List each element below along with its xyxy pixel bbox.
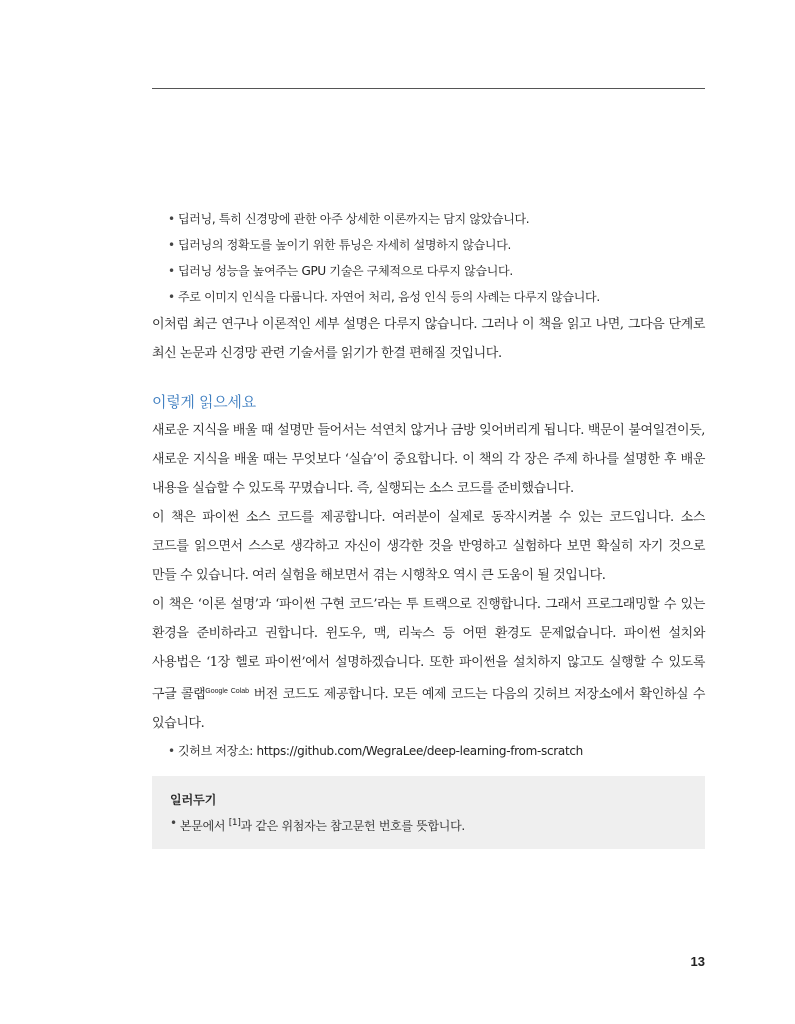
note-box: [152, 776, 705, 849]
header-rule: [152, 88, 705, 89]
list-item: [168, 258, 705, 284]
superscript-annotation: Google Colab: [205, 688, 249, 695]
github-repo-item[interactable]: [168, 738, 705, 764]
note-text: 본문에서: [180, 819, 229, 833]
github-bullet-list: [152, 738, 705, 764]
list-item-text: 주로 이미지 인식을 다룹니다. 자연어 처리, 음성 인식 등의 사례는 다루지 않습니다.: [178, 290, 600, 304]
bullet-icon: •: [168, 290, 175, 304]
bullet-icon: •: [168, 212, 175, 226]
page-content: [152, 206, 705, 849]
scope-bullet-list: [152, 206, 705, 310]
list-item: [168, 284, 705, 310]
note-item: [170, 810, 687, 839]
section-heading: 이렇게 읽으세요: [152, 393, 256, 411]
page-number: 13: [690, 954, 705, 969]
paragraph-text: 이 책은 ‘이론 설명’과 ‘파이썬 구현 코드’라는 투 트랙으로 진행합니다. 그래서 프로그래밍할 수 있는 환경을 준비하라고 권합니다. 윈도우, 맥, 리눅스 등 어떤 환경도 문제없습니다. 파이썬 설치와 사용법은 ‘1장 헬로 파이썬’에서 설명하겠습니다. 또한 파이썬을 설치하지 않고도 실행할 수 있도록 구글 콜랩: [152, 597, 705, 702]
list-item: [168, 206, 705, 232]
bullet-icon: •: [168, 744, 175, 758]
list-item: [168, 232, 705, 258]
body-paragraph-2: 이 책은 파이썬 소스 코드를 제공합니다. 여러분이 실제로 동작시켜볼 수 있는 코드입니다. 소스 코드를 읽으면서 스스로 생각하고 자신이 생각한 것을 반영하고 실험하다 보면 확실히 자기 것으로 만들 수 있습니다. 여러 실험을 해보면서 겪는 시행착오 역시 큰 도움이 될 것입니다.: [152, 510, 705, 583]
bullet-icon: •: [170, 816, 177, 830]
list-item-text: 딥러닝의 정확도를 높이기 위한 튜닝은 자세히 설명하지 않습니다.: [178, 238, 512, 252]
intro-paragraph: 이처럼 최근 연구나 이론적인 세부 설명은 다루지 않습니다. 그러나 이 책을 읽고 나면, 그다음 단계로 최신 논문과 신경망 관련 기술서를 읽기가 한결 편해질 것입니다.: [152, 317, 705, 361]
list-item-text: 딥러닝 성능을 높여주는 GPU 기술은 구체적으로 다루지 않습니다.: [178, 264, 513, 278]
bullet-icon: •: [168, 238, 175, 252]
note-title: 일러두기: [170, 793, 217, 807]
body-paragraph-3: [152, 590, 705, 738]
body-paragraph-1: 새로운 지식을 배울 때 설명만 들어서는 석연치 않거나 금방 잊어버리게 됩니다. 백문이 불여일견이듯, 새로운 지식을 배울 때는 무엇보다 ‘실습’이 중요합니다. 이 책의 각 장은 주제 하나를 설명한 후 배운 내용을 실습할 수 있도록 꾸몄습니다. 즉, 실행되는 소스 코드를 준비했습니다.: [152, 423, 705, 496]
list-item-text: 딥러닝, 특히 신경망에 관한 아주 상세한 이론까지는 담지 않았습니다.: [178, 212, 530, 226]
paragraph-text: 버전 코드도 제공합니다. 모든 예제 코드는 다음의 깃허브 저장소에서 확인하실 수 있습니다.: [152, 687, 705, 731]
bullet-icon: •: [168, 264, 175, 278]
github-repo-link[interactable]: 깃허브 저장소: https://github.com/WegraLee/deep-learning-from-scratch: [178, 744, 583, 758]
note-text: 과 같은 위첨자는 참고문헌 번호를 뜻합니다.: [240, 819, 465, 833]
reference-superscript: [1]: [228, 818, 241, 828]
